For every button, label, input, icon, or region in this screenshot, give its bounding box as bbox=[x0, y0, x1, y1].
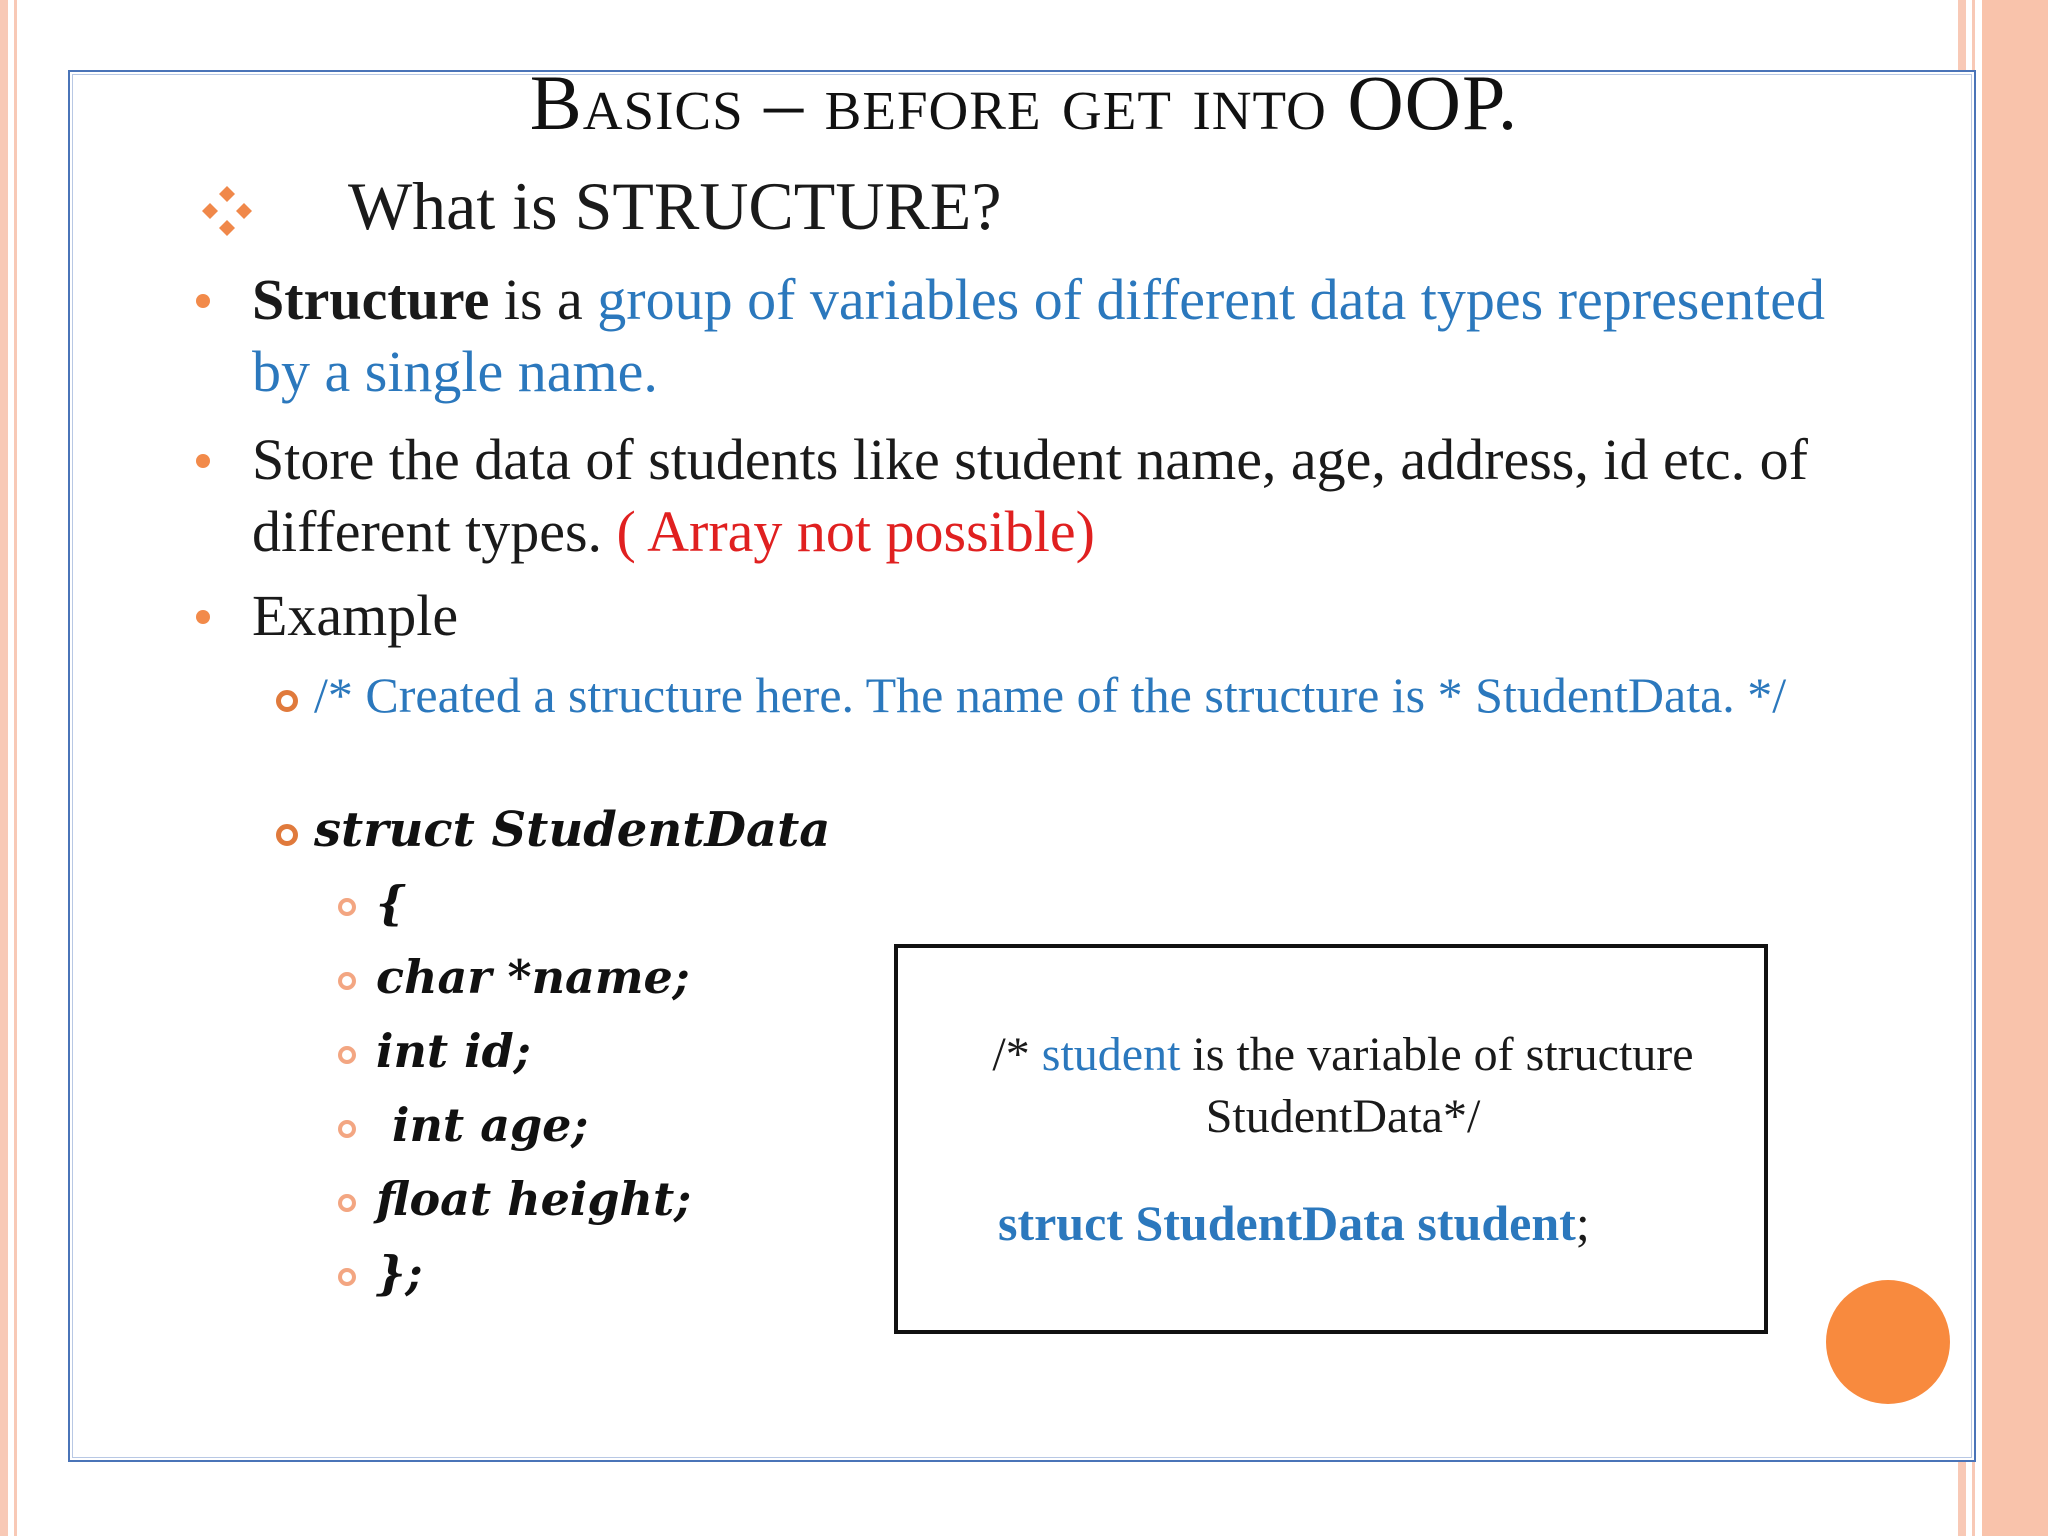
bullet-blue-text: group of variables of different data types represented by a single name. bbox=[252, 267, 1825, 404]
box-comment-suffix: is the variable of structure StudentData*/ bbox=[1180, 1028, 1694, 1143]
box-code-declaration: struct StudentData student bbox=[998, 1195, 1576, 1251]
ring-bullet-icon bbox=[338, 1046, 356, 1064]
right-decor-band bbox=[1982, 0, 2048, 1536]
dot-bullet-icon bbox=[196, 294, 210, 308]
ring-bullet-icon bbox=[338, 972, 356, 990]
ring-bullet-icon bbox=[276, 824, 298, 846]
code-line: int id; bbox=[376, 1024, 531, 1078]
code-line: int age; bbox=[376, 1098, 589, 1152]
slide-title: Basics – before get into OOP. bbox=[529, 59, 1519, 146]
code-line: }; bbox=[376, 1246, 423, 1300]
dot-bullet-icon bbox=[196, 610, 210, 624]
ring-bullet-icon bbox=[276, 690, 298, 712]
bullet-structure-definition bbox=[252, 264, 1892, 408]
slide-subhead: What is STRUCTURE? bbox=[348, 168, 1002, 244]
diamond-cluster-icon bbox=[200, 184, 254, 238]
bullet-red-text: ( Array not possible) bbox=[616, 499, 1095, 564]
sub-item-comment: /* Created a structure here. The name of the structure is * StudentData. */ bbox=[314, 667, 1787, 723]
ring-bullet-icon bbox=[338, 1268, 356, 1286]
code-line: float height; bbox=[376, 1172, 692, 1226]
ring-bullet-icon bbox=[338, 898, 356, 916]
box-comment bbox=[898, 1024, 1764, 1148]
dot-bullet-icon bbox=[196, 454, 210, 468]
bullet-plain-text: Store the data of students like student name, age, address, id etc. of different types. bbox=[252, 427, 1808, 564]
bullet-plain-text: Example bbox=[252, 583, 459, 648]
left-decor-stripe bbox=[0, 0, 8, 1536]
bullet-bold-lead: Structure bbox=[252, 267, 490, 332]
bullet-plain-text: is a bbox=[489, 267, 598, 332]
variable-example-box bbox=[894, 944, 1768, 1334]
box-code-semicolon: ; bbox=[1575, 1195, 1590, 1251]
bullet-example bbox=[252, 580, 1892, 652]
code-line: { bbox=[376, 876, 406, 930]
box-comment-variable: student bbox=[1041, 1028, 1181, 1081]
code-line: char *name; bbox=[376, 950, 690, 1004]
box-code-line bbox=[998, 1195, 1590, 1251]
sub-item-struct-decl: struct StudentData bbox=[314, 802, 831, 858]
box-comment-prefix: /* bbox=[992, 1028, 1042, 1081]
orange-circle-decoration bbox=[1826, 1280, 1950, 1404]
ring-bullet-icon bbox=[338, 1194, 356, 1212]
left-decor-stripe-thin bbox=[14, 0, 17, 1536]
bullet-store-data bbox=[252, 424, 1892, 568]
ring-bullet-icon bbox=[338, 1120, 356, 1138]
